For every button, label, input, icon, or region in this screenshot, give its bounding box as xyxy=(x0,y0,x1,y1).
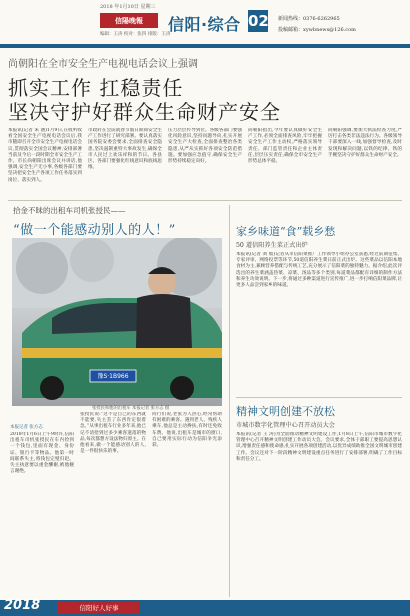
footer-tag: 信阳好人好事 xyxy=(58,602,140,614)
column-divider xyxy=(229,205,230,597)
license-plate: 豫S·1B966 xyxy=(97,373,129,380)
civilization-title: 精神文明创建不放松 xyxy=(236,405,335,418)
page-number: 02 xyxy=(248,12,269,30)
photo-caption: 张授民和他的出租车 本报记者 张方志 摄 xyxy=(92,406,170,411)
lead-column-4: 尚朝阳指出,今年要认真做好安全生产工作,必须全面排查风险,牢牢把握安全生产工作主动权,严格落实领导责任、部门监管责任和企业主体责任,层层压实责任,确保全市安全生产形势总体平稳。 xyxy=(248,128,322,165)
lead-column-1: 本报讯(记者 朱 涵)1月9日,在收听收看全国安全生产电视电话会议后,我市随即召开全市安全生产电视电话会议,贯彻落实全国会议精神,安排部署当前及今后一段时期全市安全生产工作。市长尚朝阳出席会议并讲话,他强调,安全生产无小事,各级各部门要坚决把安全生产各项工作任务落实到岗位、落实到人。 xyxy=(8,128,82,183)
lead-column-5: 尚朝阳强调,要加大执法检查力度,严厉打击各类非法违法行为。各级领导干部要深入一线,加强督导检查,及时发现和解决问题,以铁的纪律、铁的手腕坚决守护好群众生命财产安全。 xyxy=(328,128,402,158)
home-taste-subtitle: 50 道信阳养生菜正式出炉 xyxy=(236,242,308,249)
submission-email: 投稿邮箱：xywbnews@126.com xyxy=(278,27,356,33)
editor-credits: 编辑：王涛 校对：张四 排版：王涛 xyxy=(100,32,171,37)
civilization-subtitle: 市城市数字化管理中心召开动员大会 xyxy=(236,422,335,429)
masthead xyxy=(0,0,410,46)
masthead-divider xyxy=(0,44,410,48)
lead-headline-line1: 抓实工作 扛稳责任 xyxy=(8,76,184,100)
newspaper-logo: 信陽晚報 xyxy=(100,13,158,28)
dateline: 2018 年1月10日 星期三 xyxy=(100,4,156,10)
feature-photo xyxy=(12,238,222,406)
section-title: 信阳·综合 xyxy=(168,15,241,34)
lead-headline-line2: 坚决守护好群众生命财产安全 xyxy=(8,100,281,124)
civilization-body: 本报讯(记者 王 涛)为全面推动精神文明建设工作,1月8日上午,信阳市城市数字化管理中心召开精神文明创建工作动员大会。会议要求,全体干部职工要提高思想认识,增强责任感和使命感,扎实开展各项创建活动,以优异成绩助推全国文明城市创建工作。会议还对下一阶段精神文明建设重点任务进行了安排部署,明确了工作目标和责任分工。 xyxy=(236,432,402,462)
home-taste-body: 本报讯(记者 刘 灿)记者从市信阳菜推广工作领导小组办公室获悉,经过前期征集、专家评审、网络投票等环节,50道信阳养生菜日前正式出炉。这些菜品以信阳本地食材为主,兼顾营养搭配与传统工艺,充分展示了信阳菜的独特魅力。据介绍,此次评选出的养生菜涵盖热菜、凉菜、汤品等多个类别,每道菜品都配有详细的制作方法和养生功效说明。下一步,将通过多种渠道进行宣传推广,进一步打响信阳菜品牌,让更多人品尝到家乡的味道。 xyxy=(236,252,402,289)
section-divider xyxy=(236,397,402,398)
news-hotline: 新闻热线：0376-6262965 xyxy=(278,16,340,22)
home-taste-title: 家乡味道“食”载乡愁 xyxy=(236,225,336,238)
footer-year: 2018 xyxy=(4,598,41,613)
section-divider xyxy=(8,200,402,201)
lead-column-2: 市政府在会前就春节假日期间安全生产工作进行了研究部署。要认真落实国务院安委会要求,全面排查安全隐患,坚决遏制重特大事故发生,确保全市人民过上欢乐祥和的节日。各县区、各部门要强化红线意识和底线思维。 xyxy=(88,128,162,171)
feature-title: “做一个能感动别人的人！” xyxy=(13,223,176,238)
lead-column-3: 压力层层传导到位。各级各部门要强化风险意识,坚持问题导向,扎实开展安全生产大检查,全面排查整治各类隐患,从严从实抓好各项安全防范措施。要加强应急值守,确保安全生产形势持续稳定向好。 xyxy=(168,128,242,165)
lead-kicker: 尚朝阳在全市安全生产电视电话会议上强调 xyxy=(8,59,198,70)
feature-kicker: 拾金不昧的出租车司机张授民—— xyxy=(13,206,126,215)
feature-column-3: 同行们说,老张为人热心,经常帮助有困难的乘客。遇到老人、残疾人乘车,他总是主动搀扶,有时还免收车费。他说,出租车是城市的窗口,自己要用实际行动为信阳争光添彩。 xyxy=(152,412,222,449)
feature-byline: 本报记者 张方志 xyxy=(10,425,43,430)
feature-column-1: 2018年1月6日上午9时许,信阳出租车司机张授民在车内捡到一个钱包,里面有现金、身份证、银行卡等物品。他第一时间联系失主,将钱包完璧归赵。失主执意要以重金酬谢,被他婉言谢绝。 xyxy=(10,432,74,475)
feature-column-2: 张授民说:“这不是自己的东西就不能要,失主丢了东西肯定很着急。”从事出租车行业多年来,他已记不清拾到过多少乘客遗落的物品,每次都想方设法物归原主。在他看来,做一个能感动别人的人,是一件很快乐的事。 xyxy=(80,412,146,455)
